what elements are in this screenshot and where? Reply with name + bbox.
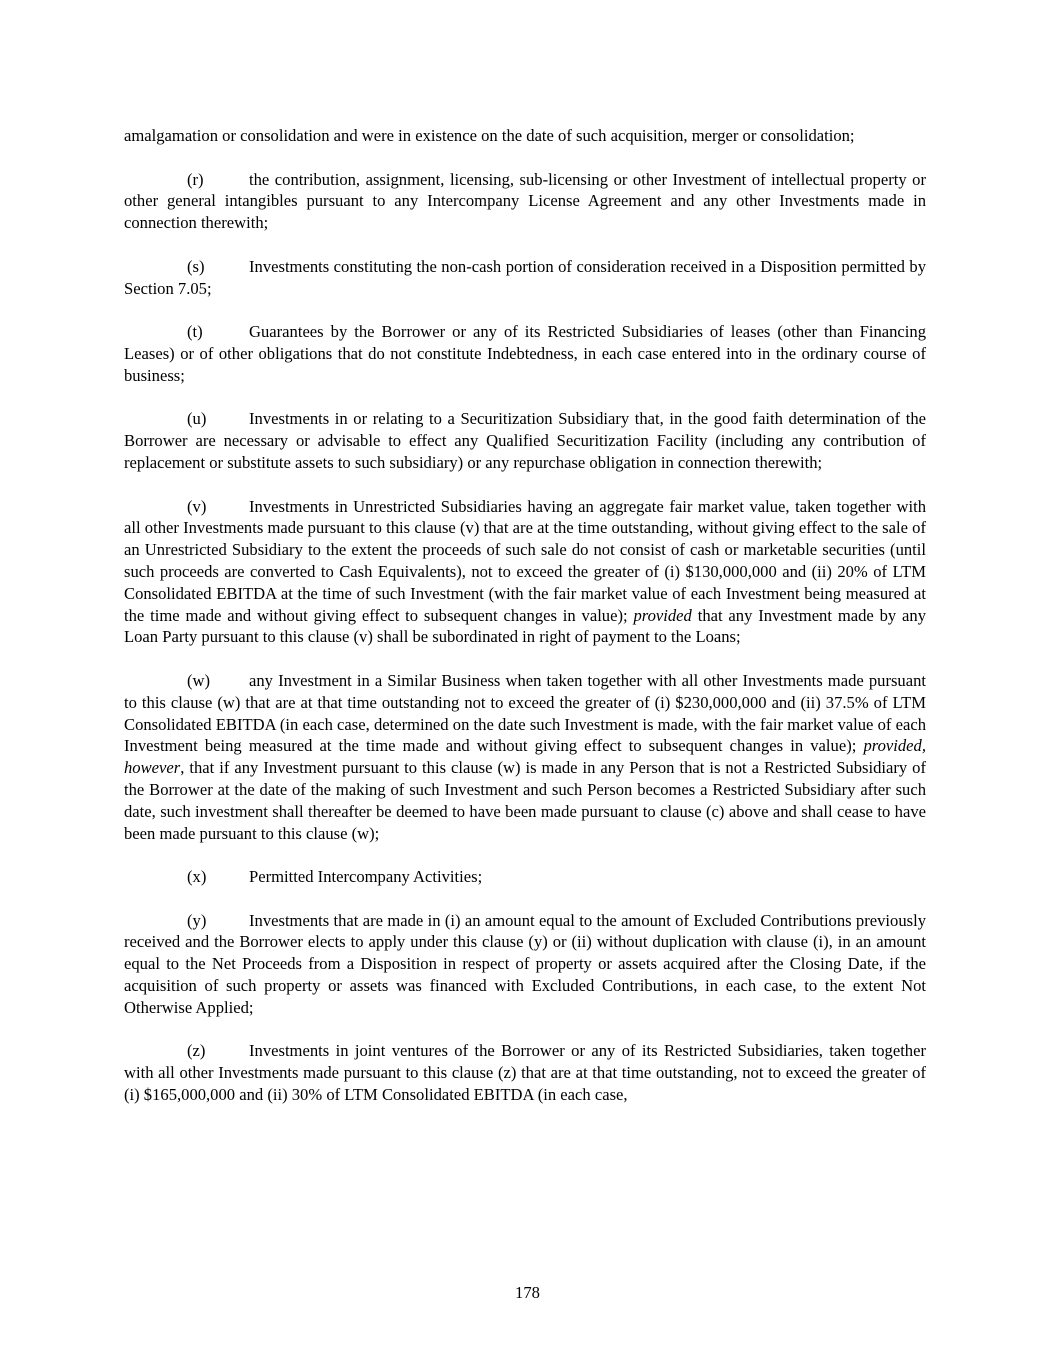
document-page	[124, 125, 926, 1128]
clause-label: (u)	[187, 409, 207, 429]
clause-y	[124, 910, 926, 1019]
clause-s	[124, 256, 926, 300]
clause-label: (r)	[187, 169, 204, 189]
clause-proviso-italic: provided, however	[124, 736, 926, 778]
continuation-paragraph: amalgamation or consolidation and were in existence on the date of such acquisition, merger or consolidation;	[124, 126, 855, 145]
clause-v	[124, 496, 926, 649]
clause-text: the contribution, assignment, licensing, sub-licensing or other Investment of intellectual property or other general intangibles pursuant to any Intercompany License Agreement and any other Investments made in connection therewith;	[124, 169, 926, 233]
clause-text: Investments in joint ventures of the Borrower or any of its Restricted Subsidiaries, taken together with all other Investments made pursuant to this clause (z) that are at that time outstanding, not to exceed the greater of (i) $165,000,000 and (ii) 30% of LTM Consolidated EBITDA (in each case,	[124, 1041, 926, 1105]
clause-text-continued: , that if any Investment pursuant to this clause (w) is made in any Person that is not a Restricted Subsidiary of the Borrower at the date of the making of such Investment and such Person becomes a Restricted Subsidiary after such date, such investment shall thereafter be deemed to have been made pursuant to clause (c) above and shall cease to have been made pursuant to this clause (w);	[124, 758, 926, 843]
clause-r	[124, 169, 926, 234]
clause-label: (y)	[187, 910, 207, 930]
clause-text-continued: that any Investment made by any Loan Party pursuant to this clause (v) shall be subordinated in right of payment to the Loans;	[124, 605, 926, 647]
page-number: 178	[515, 1283, 540, 1302]
clause-t	[124, 321, 926, 386]
clause-text: Investments constituting the non-cash portion of consideration received in a Disposition permitted by Section 7.05;	[124, 256, 926, 298]
clause-text: Investments in or relating to a Securitization Subsidiary that, in the good faith determination of the Borrower are necessary or advisable to effect any Qualified Securitization Facility (including any contribution of replacement or substitute assets to such subsidiary) or any repurchase obligation in connection therewith;	[124, 409, 926, 472]
clause-z	[124, 1040, 926, 1105]
clause-label: (w)	[187, 670, 211, 690]
clause-text: Investments in Unrestricted Subsidiaries having an aggregate fair market value, taken together with all other Investments made pursuant to this clause (v) that are at the time outstanding, without giving effect to the sale of an Unrestricted Subsidiary to the extent the proceeds of such sale do not consist of cash or marketable securities (until such proceeds are converted to Cash Equivalents), not to exceed the greater of (i) $130,000,000 and (ii) 20% of LTM Consolidated EBITDA at the time of such Investment (with the fair market value of each Investment being measured at the time made and without giving effect to subsequent changes in value);	[124, 496, 926, 625]
clause-proviso-italic: provided	[633, 605, 692, 625]
clause-w	[124, 670, 926, 844]
clause-text: Investments that are made in (i) an amount equal to the amount of Excluded Contributions previously received and the Borrower elects to apply under this clause (y) or (ii) without duplication with clause (i), in an amount equal to the Net Proceeds from a Disposition in respect of property or assets acquired after the Closing Date, if the acquisition of such property or assets was financed with Excluded Contributions, in each case, to the extent Not Otherwise Applied;	[124, 910, 926, 1017]
clause-text: Permitted Intercompany Activities;	[249, 867, 483, 887]
clause-text: any Investment in a Similar Business when taken together with all other Investments made pursuant to this clause (w) that are at that time outstanding not to exceed the greater of (i) $230,000,000 and (ii) 37.5% of LTM Consolidated EBITDA (in each case, determined on the date such Investment is made, with the fair market value of each Investment being measured at the time made and without giving effect to subsequent changes in value);	[124, 670, 926, 756]
clause-label: (z)	[187, 1041, 206, 1061]
clause-label: (x)	[187, 867, 207, 887]
clause-label: (t)	[187, 322, 203, 342]
clause-label: (v)	[187, 496, 207, 516]
clause-u	[124, 408, 926, 473]
clause-text: Guarantees by the Borrower or any of its Restricted Subsidiaries of leases (other than Financing Leases) or of other obligations that do not constitute Indebtedness, in each case entered into in the ordinary course of business;	[124, 322, 926, 385]
clause-label: (s)	[187, 256, 205, 276]
clause-x	[124, 866, 926, 888]
